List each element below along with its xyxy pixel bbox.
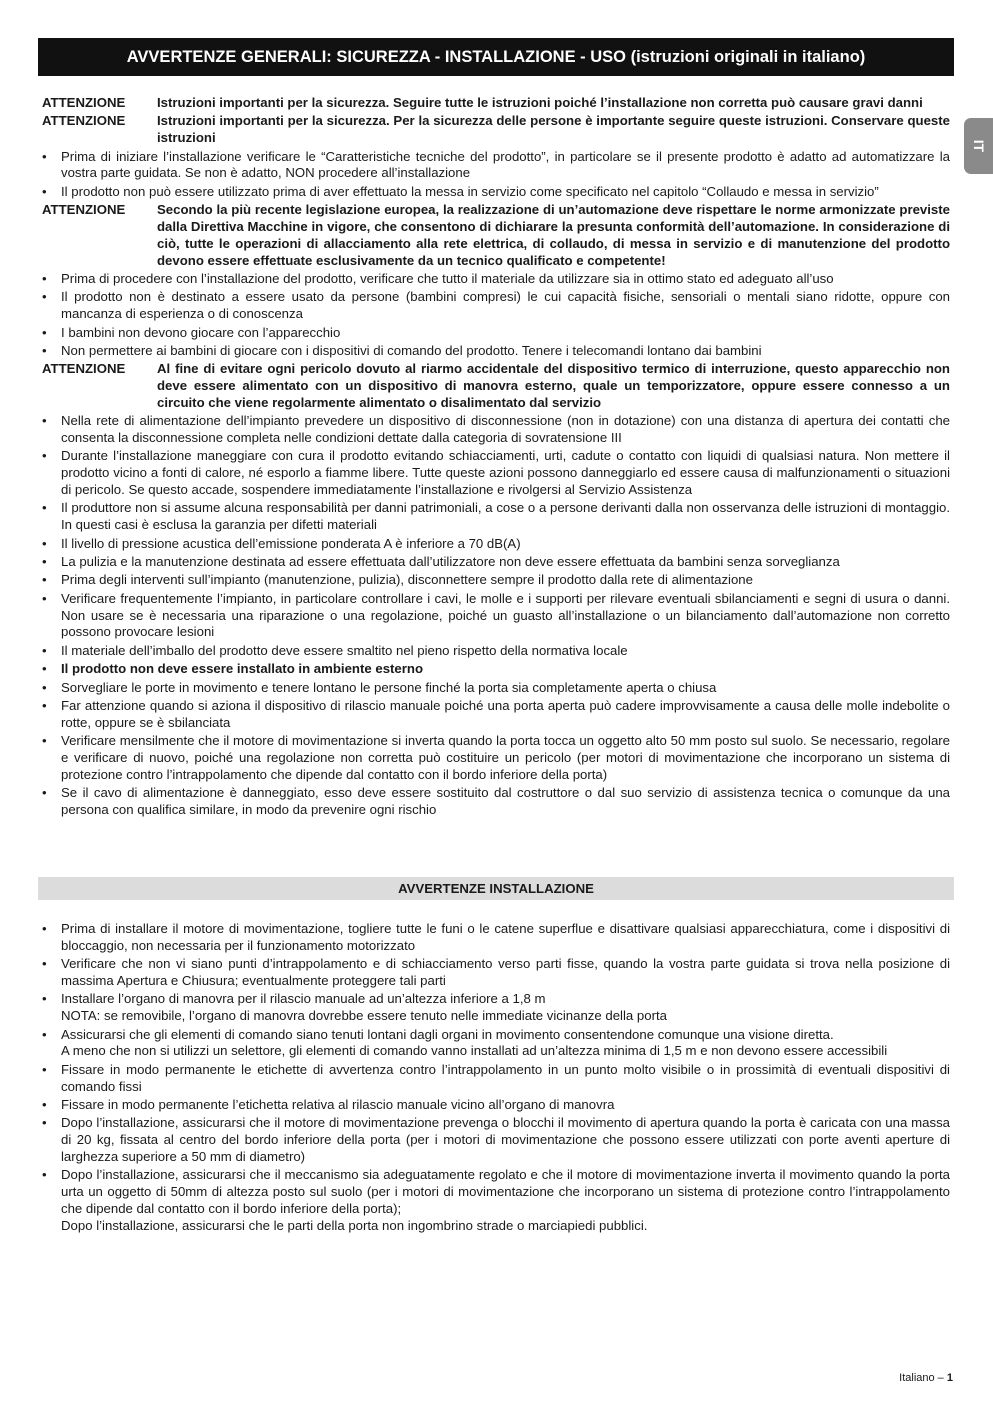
bullet-icon: •: [42, 590, 47, 606]
warning-row: [42, 113, 950, 147]
bullet-note: A meno che non si utilizzi un selettore, gli elementi di comando vanno installati ad un’altezza minima di 1,5 m e non devono essere accessibili: [61, 1043, 888, 1059]
bullet-icon: •: [42, 991, 47, 1007]
bullet-icon: •: [42, 572, 47, 588]
warning-row: [42, 95, 950, 112]
bullet-item: [42, 661, 950, 678]
section-title: AVVERTENZE INSTALLAZIONE: [38, 877, 954, 900]
bullet-icon: •: [42, 413, 47, 429]
bullet-icon: •: [42, 785, 47, 801]
bullet-item: [42, 1097, 950, 1114]
bullet-item: [42, 785, 950, 819]
bullet-icon: •: [42, 697, 47, 713]
bullet-body: [61, 1097, 950, 1114]
warning-label: ATTENZIONE: [42, 95, 126, 110]
warning-label: ATTENZIONE: [42, 113, 126, 129]
language-tab-label: IT: [970, 139, 987, 153]
page-number: 1: [946, 1372, 953, 1384]
bullet-text: Dopo l’installazione, assicurarsi che il meccanismo sia adeguatamente regolato e che il motore di movimentazione inverta il movimento quando la porta urta un oggetto di 50mm di altezza posto sul suolo (per i motori di movimentazione che incorporano un sistema di protezione contro l’intrappolamento che dipende dal contatto con il bordo inferiore della porta);: [61, 1167, 950, 1216]
warning-label: ATTENZIONE: [42, 361, 126, 377]
bullet-item: [42, 325, 950, 342]
bullet-text: Se il cavo di alimentazione è danneggiato, esso deve essere sostituito dal costruttore o dal suo servizio di assistenza tecnica o comunque da una persona con qualifica similare, in modo da prevenire ogni rischio: [61, 785, 950, 817]
bullet-item: [42, 698, 950, 732]
bullet-text: Prima degli interventi sull’impianto (manutenzione, pulizia), disconnettere sempre il prodotto dalla rete di alimentazione: [61, 572, 753, 588]
bullet-icon: •: [42, 733, 47, 749]
bullet-item: [42, 643, 950, 660]
bullet-icon: •: [42, 324, 47, 340]
bullet-item: [42, 149, 950, 183]
bullet-text: Il prodotto non può essere utilizzato prima di aver effettuato la messa in servizio come specificato nel capitolo “Collaudo e messa in servizio”: [61, 183, 879, 199]
warning-row: [42, 202, 950, 269]
bullet-item: [42, 1167, 950, 1234]
warning-label: ATTENZIONE: [42, 202, 126, 218]
bullet-item: [42, 956, 950, 990]
bullet-text: Il prodotto non è destinato a essere usato da persone (bambini compresi) le cui capacità fisiche, sensoriali o mentali siano ridotte, oppure con mancanza di esperienza o di conoscenza: [61, 289, 950, 322]
bullet-icon: •: [42, 956, 47, 972]
bullet-item: [42, 1062, 950, 1096]
general-warnings: [42, 95, 950, 820]
bullet-item: [42, 680, 950, 697]
bullet-icon: •: [42, 1167, 47, 1183]
bullet-item: [42, 184, 950, 201]
bullet-body: [61, 1027, 950, 1061]
bullet-body: [61, 956, 950, 990]
bullet-icon: •: [42, 448, 47, 464]
warning-row: [42, 361, 950, 411]
bullet-icon: •: [42, 1115, 47, 1131]
bullet-item: [42, 289, 950, 323]
bullet-text: Durante l’installazione maneggiare con cura il prodotto evitando schiacciamenti, urti, cadute o contatto con liquidi di qualsiasi natura. Non mettere il prodotto vicino a fonti di calore, né esporlo a fiamme libere. Tutte queste azioni possono danneggiarlo ed essere causa di malfunzionamenti o situazioni di pericolo. Se questo accade, sospendere immediatamente l’installazione e rivolgersi al Servizio Assistenza: [61, 448, 950, 498]
bullet-item: [42, 1115, 950, 1165]
warning-text: Secondo la più recente legislazione europea, la realizzazione di un’automazione deve rispettare le norme armonizzate previste dalla Direttiva Macchine in vigore, che consentono di dichiarare la presunta conformità dell’automazione. In considerazione di ciò, tutte le operazioni di allacciamento alla rete elettrica, di collaudo, di messa in servizio e di manutenzione del prodotto devono essere effettuate esclusivamente da un tecnico qualificato e competente!: [157, 202, 950, 268]
bullet-text: Prima di installare il motore di movimentazione, togliere tutte le funi o le catene superflue e disattivare qualsiasi apparecchiatura, come i dispositivi di bloccaggio, non necessaria per il funzionamento motorizzato: [61, 921, 950, 953]
bullet-item: [42, 413, 950, 447]
bullet-icon: •: [42, 642, 47, 658]
bullet-icon: •: [42, 1061, 47, 1077]
bullet-text: Verificare che non vi siano punti d’intrappolamento e di schiacciamento verso parti fisse, quando la vostra parte guidata si trova nella posizione di massima Apertura e Chiusura; eventualmente proteggere tali parti: [61, 956, 950, 988]
bullet-item: [42, 572, 950, 589]
bullet-text: Verificare mensilmente che il motore di movimentazione si inverta quando la porta tocca un oggetto alto 50 mm posto sul suolo. Se necessario, regolare e verificare di nuovo, poiché una regolazione non corretta può costituire un pericolo (per motori di movimentazione che incorporano un sistema di protezione contro l’intrappolamento che dipende dal contatto con il bordo inferiore della porta): [61, 733, 950, 782]
bullet-text: Prima di iniziare l’installazione verificare le “Caratteristiche tecniche del prodotto”, in particolare se il presente prodotto è adatto ad automatizzare la vostra parte guidata. Se non è adatto, NON procedere all’installazione: [61, 148, 950, 181]
footer-language: Italiano –: [899, 1372, 944, 1384]
bullet-icon: •: [42, 183, 47, 199]
bullet-icon: •: [42, 1096, 47, 1112]
bullet-text: Nella rete di alimentazione dell’impianto prevedere un dispositivo di disconnessione (non in dotazione) con una distanza di apertura dei contatti che consenta la disconnessione completa nelle condizioni dettate dalla categoria di sovratensione III: [61, 413, 950, 446]
bullet-text: I bambini non devono giocare con l’apparecchio: [61, 324, 341, 340]
warning-text: Istruzioni importanti per la sicurezza. Per la sicurezza delle persone è importante seguire queste istruzioni. Conservare queste istruzioni: [157, 113, 950, 146]
installation-warnings: [42, 921, 950, 1236]
bullet-item: [42, 500, 950, 534]
page-footer: [899, 1372, 953, 1384]
bullet-icon: •: [42, 342, 47, 358]
bullet-body: [61, 1062, 950, 1096]
bullet-body: [61, 1115, 950, 1165]
bullet-icon: •: [42, 921, 47, 936]
bullet-text: Non permettere ai bambini di giocare con i dispositivi di comando del prodotto. Tenere i telecomandi lontano dai bambini: [61, 342, 762, 358]
bullet-text: Prima di procedere con l’installazione del prodotto, verificare che tutto il materiale da utilizzare sia in ottimo stato ed adeguato all’uso: [61, 270, 834, 286]
warning-text: Al fine di evitare ogni pericolo dovuto al riarmo accidentale del dispositivo termico di interruzione, questo apparecchio non deve essere alimentato con un dispositivo di manovra esterno, quale un temporizzatore, oppure essere connesso a un circuito che viene regolarmente alimentato o disalimentato dal servizio: [157, 361, 950, 410]
bullet-text: Il prodotto non deve essere installato in ambiente esterno: [61, 661, 423, 677]
bullet-item: [42, 591, 950, 641]
bullet-item: [42, 536, 950, 553]
bullet-icon: •: [42, 148, 47, 164]
bullet-text: La pulizia e la manutenzione destinata ad essere effettuata dall’utilizzatore non deve essere effettuata da bambini senza sorveglianza: [61, 554, 840, 570]
bullet-text: Il materiale dell’imballo del prodotto deve essere smaltito nel pieno rispetto della normativa locale: [61, 642, 628, 658]
language-tab: [964, 118, 993, 174]
bullet-item: [42, 733, 950, 783]
page-title: AVVERTENZE GENERALI: SICUREZZA - INSTALLAZIONE - USO (istruzioni originali in italiano): [38, 38, 954, 76]
bullet-item: [42, 921, 950, 955]
bullet-body: [61, 1167, 950, 1234]
bullet-icon: •: [42, 1026, 47, 1042]
bullet-note: NOTA: se removibile, l’organo di manovra dovrebbe essere tenuto nelle immediate vicinanze della porta: [61, 1008, 667, 1024]
bullet-body: [61, 991, 950, 1025]
bullet-text: Dopo l’installazione, assicurarsi che il motore di movimentazione prevenga o blocchi il movimento di apertura quando la porta è caricata con una massa di 20 kg, fissata al centro del bordo inferiore della porta (per i motori di movimentazione che possono essere utilizzati con porte aventi aperture di larghezza superiore a 50 mm di diametro): [61, 1115, 950, 1164]
bullet-item: [42, 991, 950, 1025]
bullet-text: Sorvegliare le porte in movimento e tenere lontano le persone finché la porta sia completamente aperta o chiusa: [61, 679, 717, 695]
bullet-text: Far attenzione quando si aziona il dispositivo di rilascio manuale poiché una porta aperta può cadere improvvisamente a causa delle molle indebolite o rotte, oppure se è sbilanciata: [61, 697, 950, 730]
bullet-note: Dopo l’installazione, assicurarsi che le parti della porta non ingombrino strade o marciapiedi pubblici.: [61, 1217, 648, 1233]
bullet-text: Il produttore non si assume alcuna responsabilità per danni patrimoniali, a cose o a persone derivanti dalla non osservanza delle istruzioni di montaggio. In questi casi è esclusa la garanzia per difetti materiali: [61, 500, 950, 533]
bullet-item: [42, 1027, 950, 1061]
bullet-icon: •: [42, 500, 47, 516]
bullet-icon: •: [42, 289, 47, 305]
bullet-icon: •: [42, 661, 47, 677]
bullet-icon: •: [42, 554, 47, 570]
bullet-text: Verificare frequentemente l’impianto, in particolare controllare i cavi, le molle e i supporti per rilevare eventuali sbilanciamenti e segni di usura o danni. Non usare se è necessaria una riparazione o una regolazione, poiché un guasto all’installazione o un bilanciamento dall’automazione non corretto possono provocare lesioni: [61, 590, 950, 640]
bullet-icon: •: [42, 270, 47, 286]
bullet-item: [42, 554, 950, 571]
bullet-text: Assicurarsi che gli elementi di comando siano tenuti lontani dagli organi in movimento consentendone comunque una visione diretta.: [61, 1026, 834, 1042]
bullet-text: Il livello di pressione acustica dell’emissione ponderata A è inferiore a 70 dB(A): [61, 535, 521, 551]
bullet-item: [42, 343, 950, 360]
bullet-body: [61, 921, 950, 955]
bullet-item: [42, 271, 950, 288]
bullet-text: Fissare in modo permanente le etichette di avvertenza contro l’intrappolamento in un punto molto visibile o in prossimità di eventuali dispositivi di comando fissi: [61, 1061, 950, 1094]
bullet-item: [42, 448, 950, 498]
bullet-text: Installare l’organo di manovra per il rilascio manuale ad un’altezza inferiore a 1,8 m: [61, 991, 546, 1007]
bullet-icon: •: [42, 679, 47, 695]
bullet-icon: •: [42, 535, 47, 551]
bullet-text: Fissare in modo permanente l’etichetta relativa al rilascio manuale vicino all’organo di manovra: [61, 1096, 615, 1112]
warning-text: Istruzioni importanti per la sicurezza. Seguire tutte le istruzioni poiché l’installazione non corretta può causare gravi danni: [157, 95, 923, 110]
